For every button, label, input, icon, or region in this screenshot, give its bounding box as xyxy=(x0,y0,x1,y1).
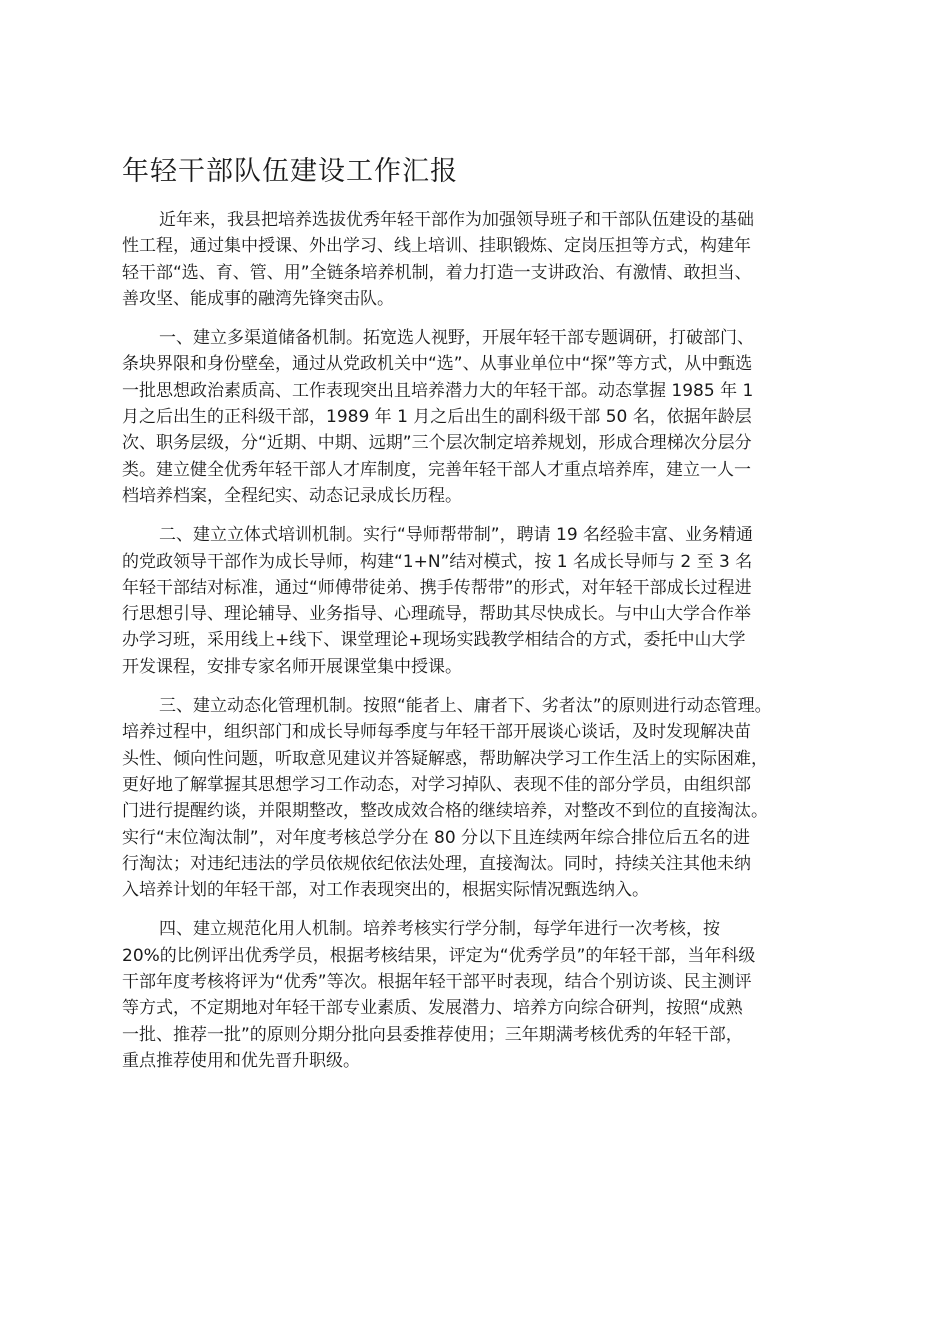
text-line: 20%的比例评出优秀学员，根据考核结果，评定为“优秀学员”的年轻干部，当年科级 xyxy=(122,945,756,966)
text-line: 二、建立立体式培训机制。实行“导师帮带制”，聘请 19 名经验丰富、业务精通 xyxy=(159,525,754,546)
paragraph-section-1 xyxy=(122,325,850,509)
text-line: 一批、推荐一批”的原则分期分批向县委推荐使用；三年期满考核优秀的年轻干部， xyxy=(122,1024,743,1045)
text-line: 近年来，我县把培养选拔优秀年轻干部作为加强领导班子和干部队伍建设的基础 xyxy=(159,210,754,230)
text-line: 办学习班，采用线上+线下、课堂理论+现场实践教学相结合的方式，委托中山大学 xyxy=(122,630,746,651)
text-line: 一批思想政治素质高、工作表现突出且培养潜力大的年轻干部。动态掌握 1985 年 1 xyxy=(122,380,754,401)
text-line: 实行“末位淘汰制”，对年度考核总学分在 80 分以下且连续两年综合排位后五名的进 xyxy=(122,827,751,848)
paragraph-intro xyxy=(122,207,850,312)
document-body xyxy=(122,207,850,1087)
text-line: 头性、倾向性问题，听取意见建议并答疑解惑，帮助解决学习工作生活上的实际困难， xyxy=(122,748,768,769)
text-line: 入培养计划的年轻干部，对工作表现突出的，根据实际情况甄选纳入。 xyxy=(122,880,649,901)
text-line: 等方式，不定期地对年轻干部专业素质、发展潜力、培养方向综合研判，按照“成熟 xyxy=(122,998,743,1019)
text-line: 干部年度考核将评为“优秀”等次。根据年轻干部平时表现，结合个别访谈、民主测评 xyxy=(122,972,752,993)
text-line: 更好地了解掌握其思想学习工作动态，对学习掉队、表现不佳的部分学员，由组织部 xyxy=(122,774,751,795)
text-line: 重点推荐使用和优先晋升职级。 xyxy=(122,1050,360,1071)
text-line: 条块界限和身份壁垒，通过从党政机关中“选”、从事业单位中“探”等方式，从中甄选 xyxy=(122,354,753,375)
text-line: 培养过程中，组织部门和成长导师每季度与年轻干部开展谈心谈话，及时发现解决苗 xyxy=(122,722,751,743)
paragraph-section-2 xyxy=(122,522,850,680)
text-line: 行思想引导、理论辅导、业务指导、心理疏导，帮助其尽快成长。与中山大学合作举 xyxy=(122,604,751,625)
text-line: 档培养档案，全程纪实、动态记录成长历程。 xyxy=(122,485,462,506)
text-line: 三、建立动态化管理机制。按照“能者上、庸者下、劣者汰”的原则进行动态管理。 xyxy=(159,696,772,717)
text-line: 门进行提醒约谈，并限期整改，整改成效合格的继续培养，对整改不到位的直接淘汰。 xyxy=(122,801,768,822)
text-line: 年轻干部结对标准，通过“师傅带徒弟、携手传帮带”的形式，对年轻干部成长过程进 xyxy=(122,577,752,598)
text-line: 善攻坚、能成事的融湾先锋突击队。 xyxy=(122,288,394,309)
text-line: 行淘汰；对违纪违法的学员依规依纪依法处理，直接淘汰。同时，持续关注其他未纳 xyxy=(122,853,751,874)
paragraph-section-4 xyxy=(122,916,850,1074)
text-line: 四、建立规范化用人机制。培养考核实行学分制，每学年进行一次考核，按 xyxy=(159,919,720,940)
document-title: 年轻干部队伍建设工作汇报 xyxy=(122,156,458,187)
text-line: 的党政领导干部作为成长导师，构建“1+N”结对模式，按 1 名成长导师与 2 至 3 名 xyxy=(122,551,753,572)
text-line: 类。建立健全优秀年轻干部人才库制度，完善年轻干部人才重点培养库，建立一人一 xyxy=(122,459,751,480)
paragraph-section-3 xyxy=(122,693,850,903)
text-line: 次、职务层级，分“近期、中期、远期”三个层次制定培养规划，形成合理梯次分层分 xyxy=(122,433,752,454)
text-line: 轻干部“选、育、管、用”全链条培养机制，着力打造一支讲政治、有激情、敢担当、 xyxy=(122,262,752,283)
text-line: 开发课程，安排专家名师开展课堂集中授课。 xyxy=(122,656,462,677)
text-line: 月之后出生的正科级干部，1989 年 1 月之后出生的副科级干部 50 名，依据年龄层 xyxy=(122,407,752,428)
text-line: 一、建立多渠道储备机制。拓宽选人视野，开展年轻干部专题调研，打破部门、 xyxy=(159,328,754,349)
text-line: 性工程，通过集中授课、外出学习、线上培训、挂职锻炼、定岗压担等方式，构建年 xyxy=(122,236,751,257)
